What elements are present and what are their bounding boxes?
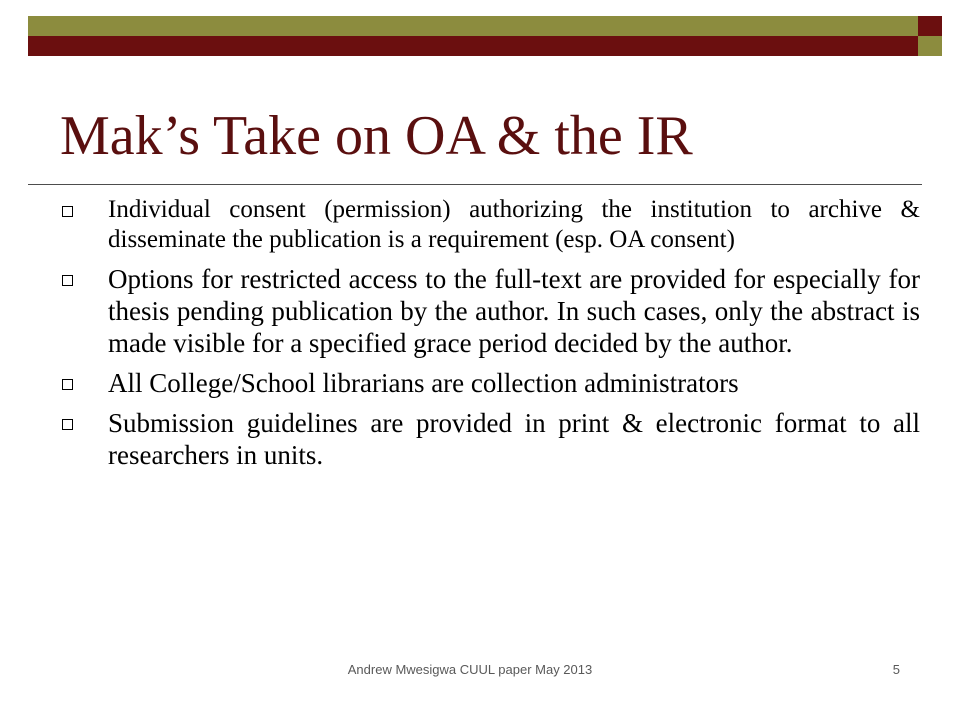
bullet-list [60,195,922,479]
bullet-item-guidelines [60,407,920,471]
bullet-item-restricted-access [60,263,920,359]
square-bullet-icon [62,379,73,390]
bullet-item-administrators [60,367,920,399]
bullet-text: Options for restricted access to the full-text are provided for especially for thesis pending publication by the author. In such cases, only the abstract is made visible for a specified grace period decided by the author. [108,264,920,358]
page-number: 5 [892,662,900,677]
header-corner-olive [918,36,942,56]
header-band-maroon [28,36,918,56]
square-bullet-icon [62,206,73,217]
header-band-olive [28,16,918,36]
square-bullet-icon [62,419,73,430]
header-corner-maroon [918,16,942,36]
bullet-text: Individual consent (permission) authorizing the institution to archive & disseminate the publication is a requirement (esp. OA consent) [108,196,920,253]
bullet-item-consent [60,195,920,255]
bullet-text: Submission guidelines are provided in print & electronic format to all researchers in units. [108,408,920,470]
slide-title: Mak’s Take on OA & the IR [60,105,693,167]
footer-text: Andrew Mwesigwa CUUL paper May 2013 [347,662,593,677]
bullet-text: All College/School librarians are collection administrators [108,368,739,398]
title-divider [28,184,922,185]
square-bullet-icon [62,275,73,286]
